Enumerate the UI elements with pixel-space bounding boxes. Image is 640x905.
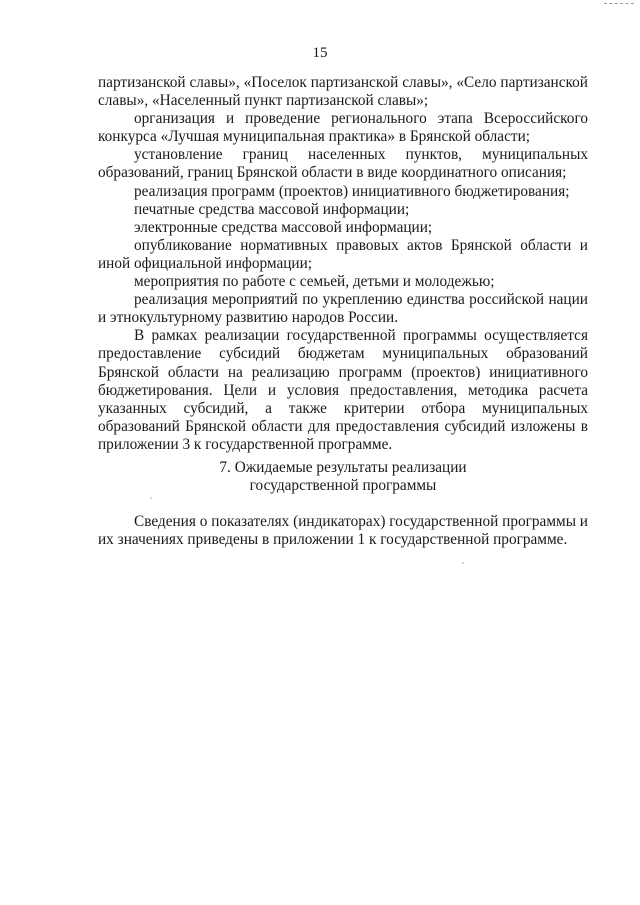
section-heading-line-1: 7. Ожидаемые результаты реализации — [219, 459, 467, 476]
list-item-print-media: печатные средства массовой информации; — [134, 200, 410, 218]
list-item-initiative-budgeting: реализация программ (проектов) инициативного бюджетирования; — [134, 182, 570, 200]
scan-speck — [150, 497, 152, 499]
paragraph-subsidies: В рамках реализации государственной программы осуществляется предоставление субсидий бюджетам муниципальных образований Брянской области на реализацию программ (проектов) инициативного бюджетирования. Цели и условия предоставления, методика расчета указанных субсидий, а также критерии отбора муниципальных образований Брянской области для предоставления субсидий изложены в приложении 3 к государственной программе. — [98, 327, 588, 453]
list-item-family-youth: мероприятия по работе с семьей, детьми и молодежью; — [134, 273, 495, 291]
list-item-national-unity: реализация мероприятий по укреплению единства российской нации и этнокультурному развитию народов России. — [98, 291, 588, 327]
list-item-electronic-media: электронные средства массовой информации; — [134, 218, 433, 236]
list-item-borders: установление границ населенных пунктов, муниципальных образований, границ Брянской области в виде координатного описания; — [98, 146, 588, 182]
page-number: 15 — [312, 45, 328, 61]
closing-text — [98, 513, 588, 549]
section-heading-line-2: государственной программы — [249, 477, 437, 495]
scan-edge-mark — [604, 3, 634, 4]
list-item-publication: опубликование нормативных правовых актов Брянской области и иной официальной информации; — [98, 236, 588, 272]
paragraph-continuation: партизанской славы», «Поселок партизанской славы», «Село партизанской славы», «Населенный пункт партизанской славы»; — [98, 74, 588, 110]
scan-speck — [462, 562, 464, 564]
section-heading — [98, 459, 588, 496]
list-item-regional-contest: организация и проведение регионального этапа Всероссийского конкурса «Лучшая муниципальная практика» в Брянской области; — [98, 110, 588, 146]
body-text — [98, 74, 588, 454]
paragraph-indicators: Сведения о показателях (индикаторах) государственной программы и их значениях приведены в приложении 1 к государственной программе. — [98, 513, 588, 549]
